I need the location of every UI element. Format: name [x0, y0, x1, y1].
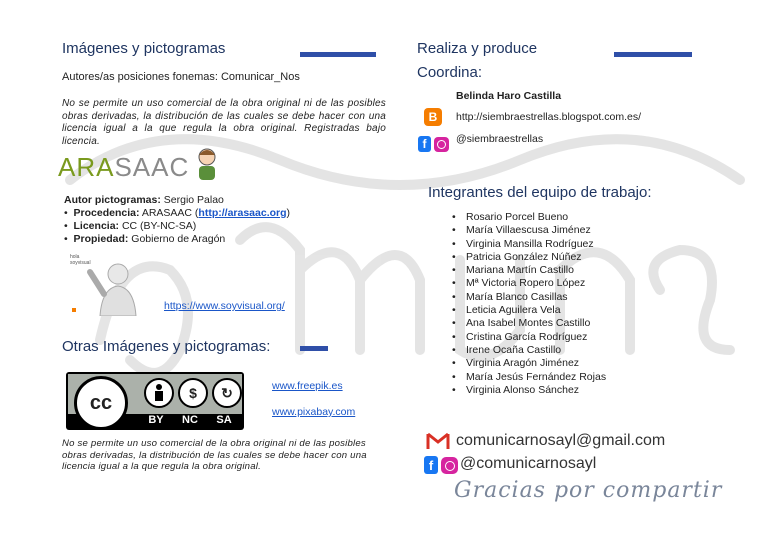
left-title: Imágenes y pictogramas	[62, 40, 226, 57]
authors-line: Autores/as posiciones fonemas: Comunicar_Nos	[62, 71, 300, 83]
social-contact[interactable]: @comunicarnosayl	[460, 455, 597, 472]
cc-license-badge	[66, 372, 244, 430]
arasaac-logo: ARASAAC	[58, 152, 190, 182]
left-title-rule	[300, 52, 376, 57]
gmail-icon[interactable]	[426, 432, 450, 450]
facebook-icon[interactable]: f	[418, 136, 431, 152]
blogger-icon[interactable]: B	[424, 108, 442, 126]
sa-label: SA	[216, 414, 232, 426]
list-item: • María Villaescusa Jiménez	[452, 224, 606, 237]
credit-license: • Licencia: CC (BY-NC-SA)	[64, 220, 197, 232]
produce-title-rule	[614, 52, 692, 57]
credit-property: • Propiedad: Gobierno de Aragón	[64, 233, 226, 245]
blog-url[interactable]: http://siembraestrellas.blogspot.com.es/	[456, 111, 642, 123]
arasaac-link[interactable]: http://arasaac.org	[198, 207, 287, 219]
produce-title: Realiza y produce	[417, 40, 538, 57]
list-item: • Cristina García Rodríguez	[452, 331, 606, 344]
list-item: • Virginia Aragón Jiménez	[452, 357, 606, 370]
list-item: • Virginia Alonso Sánchez	[452, 384, 606, 397]
facebook-icon[interactable]: f	[424, 456, 438, 474]
freepik-link[interactable]: www.freepik.es	[272, 380, 343, 392]
list-item: • Mª Victoria Ropero López	[452, 277, 606, 290]
license-text: No se permite un uso comercial de la obra original ni de las posibles obras derivadas, la distribución de las cuales se debe hacer con una licencia igual a la que regula la obra original. Registradas bajo licencia.	[62, 98, 386, 147]
credit-author: Autor pictogramas: Sergio Palao	[64, 194, 224, 206]
list-item: • Rosario Porcel Bueno	[452, 211, 606, 224]
pixabay-link[interactable]: www.pixabay.com	[272, 406, 356, 418]
thanks-signature: Gracias por compartir	[454, 478, 723, 503]
sa-icon: ↻	[212, 378, 242, 408]
members-list	[452, 211, 606, 397]
arasaac-character-icon	[190, 145, 224, 183]
by-label: BY	[148, 414, 164, 426]
list-item: • Virginia Mansilla Rodríguez	[452, 238, 606, 251]
instagram-icon[interactable]	[441, 457, 458, 474]
coordinator-name: Belinda Haro Castilla	[456, 90, 562, 102]
list-item: • Patricia González Núñez	[452, 251, 606, 264]
list-item: • Mariana Martín Castillo	[452, 264, 606, 277]
email-address[interactable]: comunicarnosayl@gmail.com	[456, 432, 666, 449]
license-text-2: No se permite un uso comercial de la obra original ni de las posibles obras derivadas, la distribución de las cuales se debe hacer con una licencia igual a la que regula la obra original.	[62, 438, 367, 473]
list-item: • Ana Isabel Montes Castillo	[452, 317, 606, 330]
nc-icon: $	[178, 378, 208, 408]
list-item: • María Jesús Fernández Rojas	[452, 371, 606, 384]
other-images-title: Otras Imágenes y pictogramas:	[62, 338, 271, 355]
list-item: • María Blanco Casillas	[452, 291, 606, 304]
list-item: • Leticia Aguilera Vela	[452, 304, 606, 317]
instagram-icon[interactable]	[434, 137, 449, 152]
svg-text:hola: hola	[70, 254, 80, 260]
other-images-rule	[300, 346, 328, 351]
team-title: Integrantes del equipo de trabajo:	[428, 184, 652, 201]
nc-label: NC	[182, 414, 198, 426]
soyvisual-link[interactable]: https://www.soyvisual.org/	[164, 300, 285, 312]
social-handle[interactable]: @siembraestrellas	[456, 133, 544, 145]
soyvisual-figure-icon	[68, 250, 154, 316]
svg-text:soyvisual: soyvisual	[70, 260, 91, 266]
cc-icon: cc	[74, 376, 128, 430]
credit-origin: • Procedencia: ARASAAC (http://arasaac.org)	[64, 207, 291, 219]
list-item: • Irene Ocaña Castillo	[452, 344, 606, 357]
by-icon	[144, 378, 174, 408]
coordina-title: Coordina:	[417, 64, 483, 81]
credits-block	[64, 194, 290, 246]
